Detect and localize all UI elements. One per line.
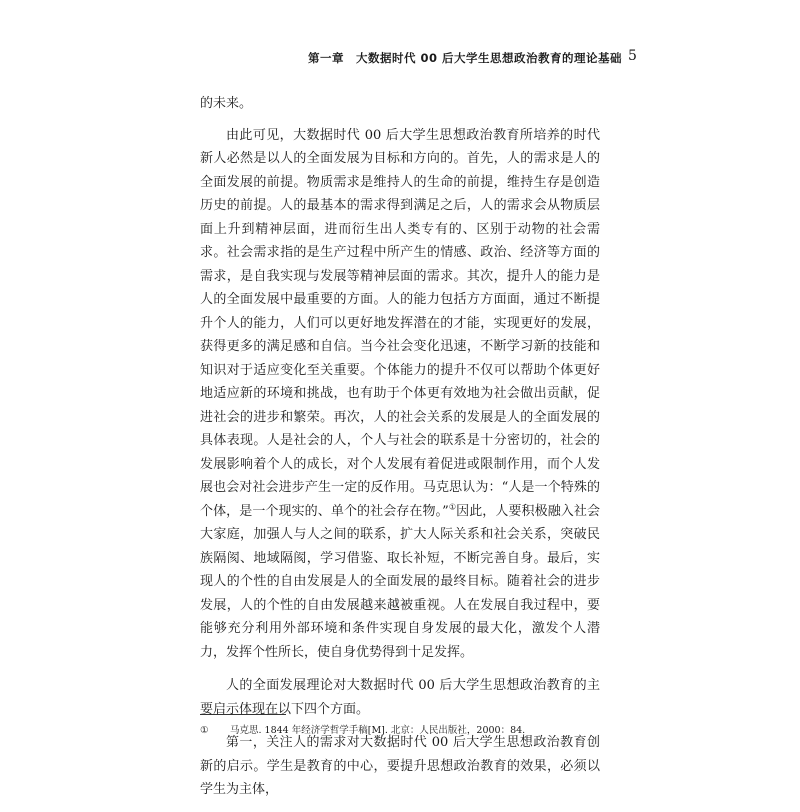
running-header: 第一章 大数据时代 00 后大学生思想政治教育的理论基础 xyxy=(307,51,622,65)
footnote-marker: ① xyxy=(200,725,209,736)
paragraph-main-part2: 因此，人要积极融入社会大家庭，加强人与人之间的联系，扩大人际关系和社会关系，突破民族隔阂、地域隔阂，学习借鉴、取长补短，不断完善自身。最后，实现人的个性的自由发展是人的全面发展的最终目标。随着社会的进步发展，人的个性的自由发展越来越被重视。人在发展自我过程中，要能够充分利用外部环境和条件实现自身发展的最大化，激发个人潜力，发挥个性所长，使自身优势得到十足发挥。 xyxy=(200,503,600,660)
footnote-reference[interactable]: ① xyxy=(448,502,457,512)
paragraph-main xyxy=(200,124,600,665)
footnote xyxy=(200,722,620,736)
page-number: 5 xyxy=(628,48,637,64)
body-text xyxy=(200,92,600,812)
paragraph-continuation: 的未来。 xyxy=(200,96,253,111)
footnote-divider xyxy=(200,714,286,715)
paragraph-main-part1: 由此可见，大数据时代 00 后大学生思想政治教育所培养的时代新人必然是以人的全面发展为目标和方向的。首先，人的需求是人的全面发展的前提。物质需求是维持人的生命的前提，维持生存是创造历史的前提。人的最基本的需求得到满足之后，人的需求会从物质层面上升到精神层面，进而衍生出人类专有的、区别于动物的社会需求。社会需求指的是生产过程中所产生的情感、政治、经济等方面的需求，是自我实现与发展等精神层面的需求。其次，提升人的能力是人的全面发展中最重要的方面。人的能力包括方方面面，通过不断提升个人的能力，人们可以更好地发挥潜在的才能，实现更好的发展，获得更多的满足感和自信。当今社会变化迅速，不断学习新的技能和知识对于适应变化至关重要。个体能力的提升不仅可以帮助个体更好地适应新的环境和挑战，也有助于个体更有效地为社会做出贡献，促进社会的进步和繁荣。再次，人的社会关系的发展是人的全面发展的具体表现。人是社会的人，个人与社会的联系是十分密切的，社会的发展影响着个人的成长，对个人发展有着促进或限制作用，而个人发展也会对社会进步产生一定的反作用。马克思认为：“人是一个特殊的个体，是一个现实的、单个的社会存在物。” xyxy=(200,127,600,519)
paragraph-summary: 人的全面发展理论对大数据时代 00 后大学生思想政治教育的主要启示体现在以下四个方面。 xyxy=(200,678,600,717)
paragraph-first-point: 第一，关注人的需求对大数据时代 00 后大学生思想政治教育创新的启示。学生是教育的中心，要提升思想政治教育的效果，必须以学生为主体， xyxy=(200,735,600,797)
footnote-text: 马克思. 1844 年经济学哲学手稿[M]. 北京：人民出版社，2000：84. xyxy=(230,725,526,736)
